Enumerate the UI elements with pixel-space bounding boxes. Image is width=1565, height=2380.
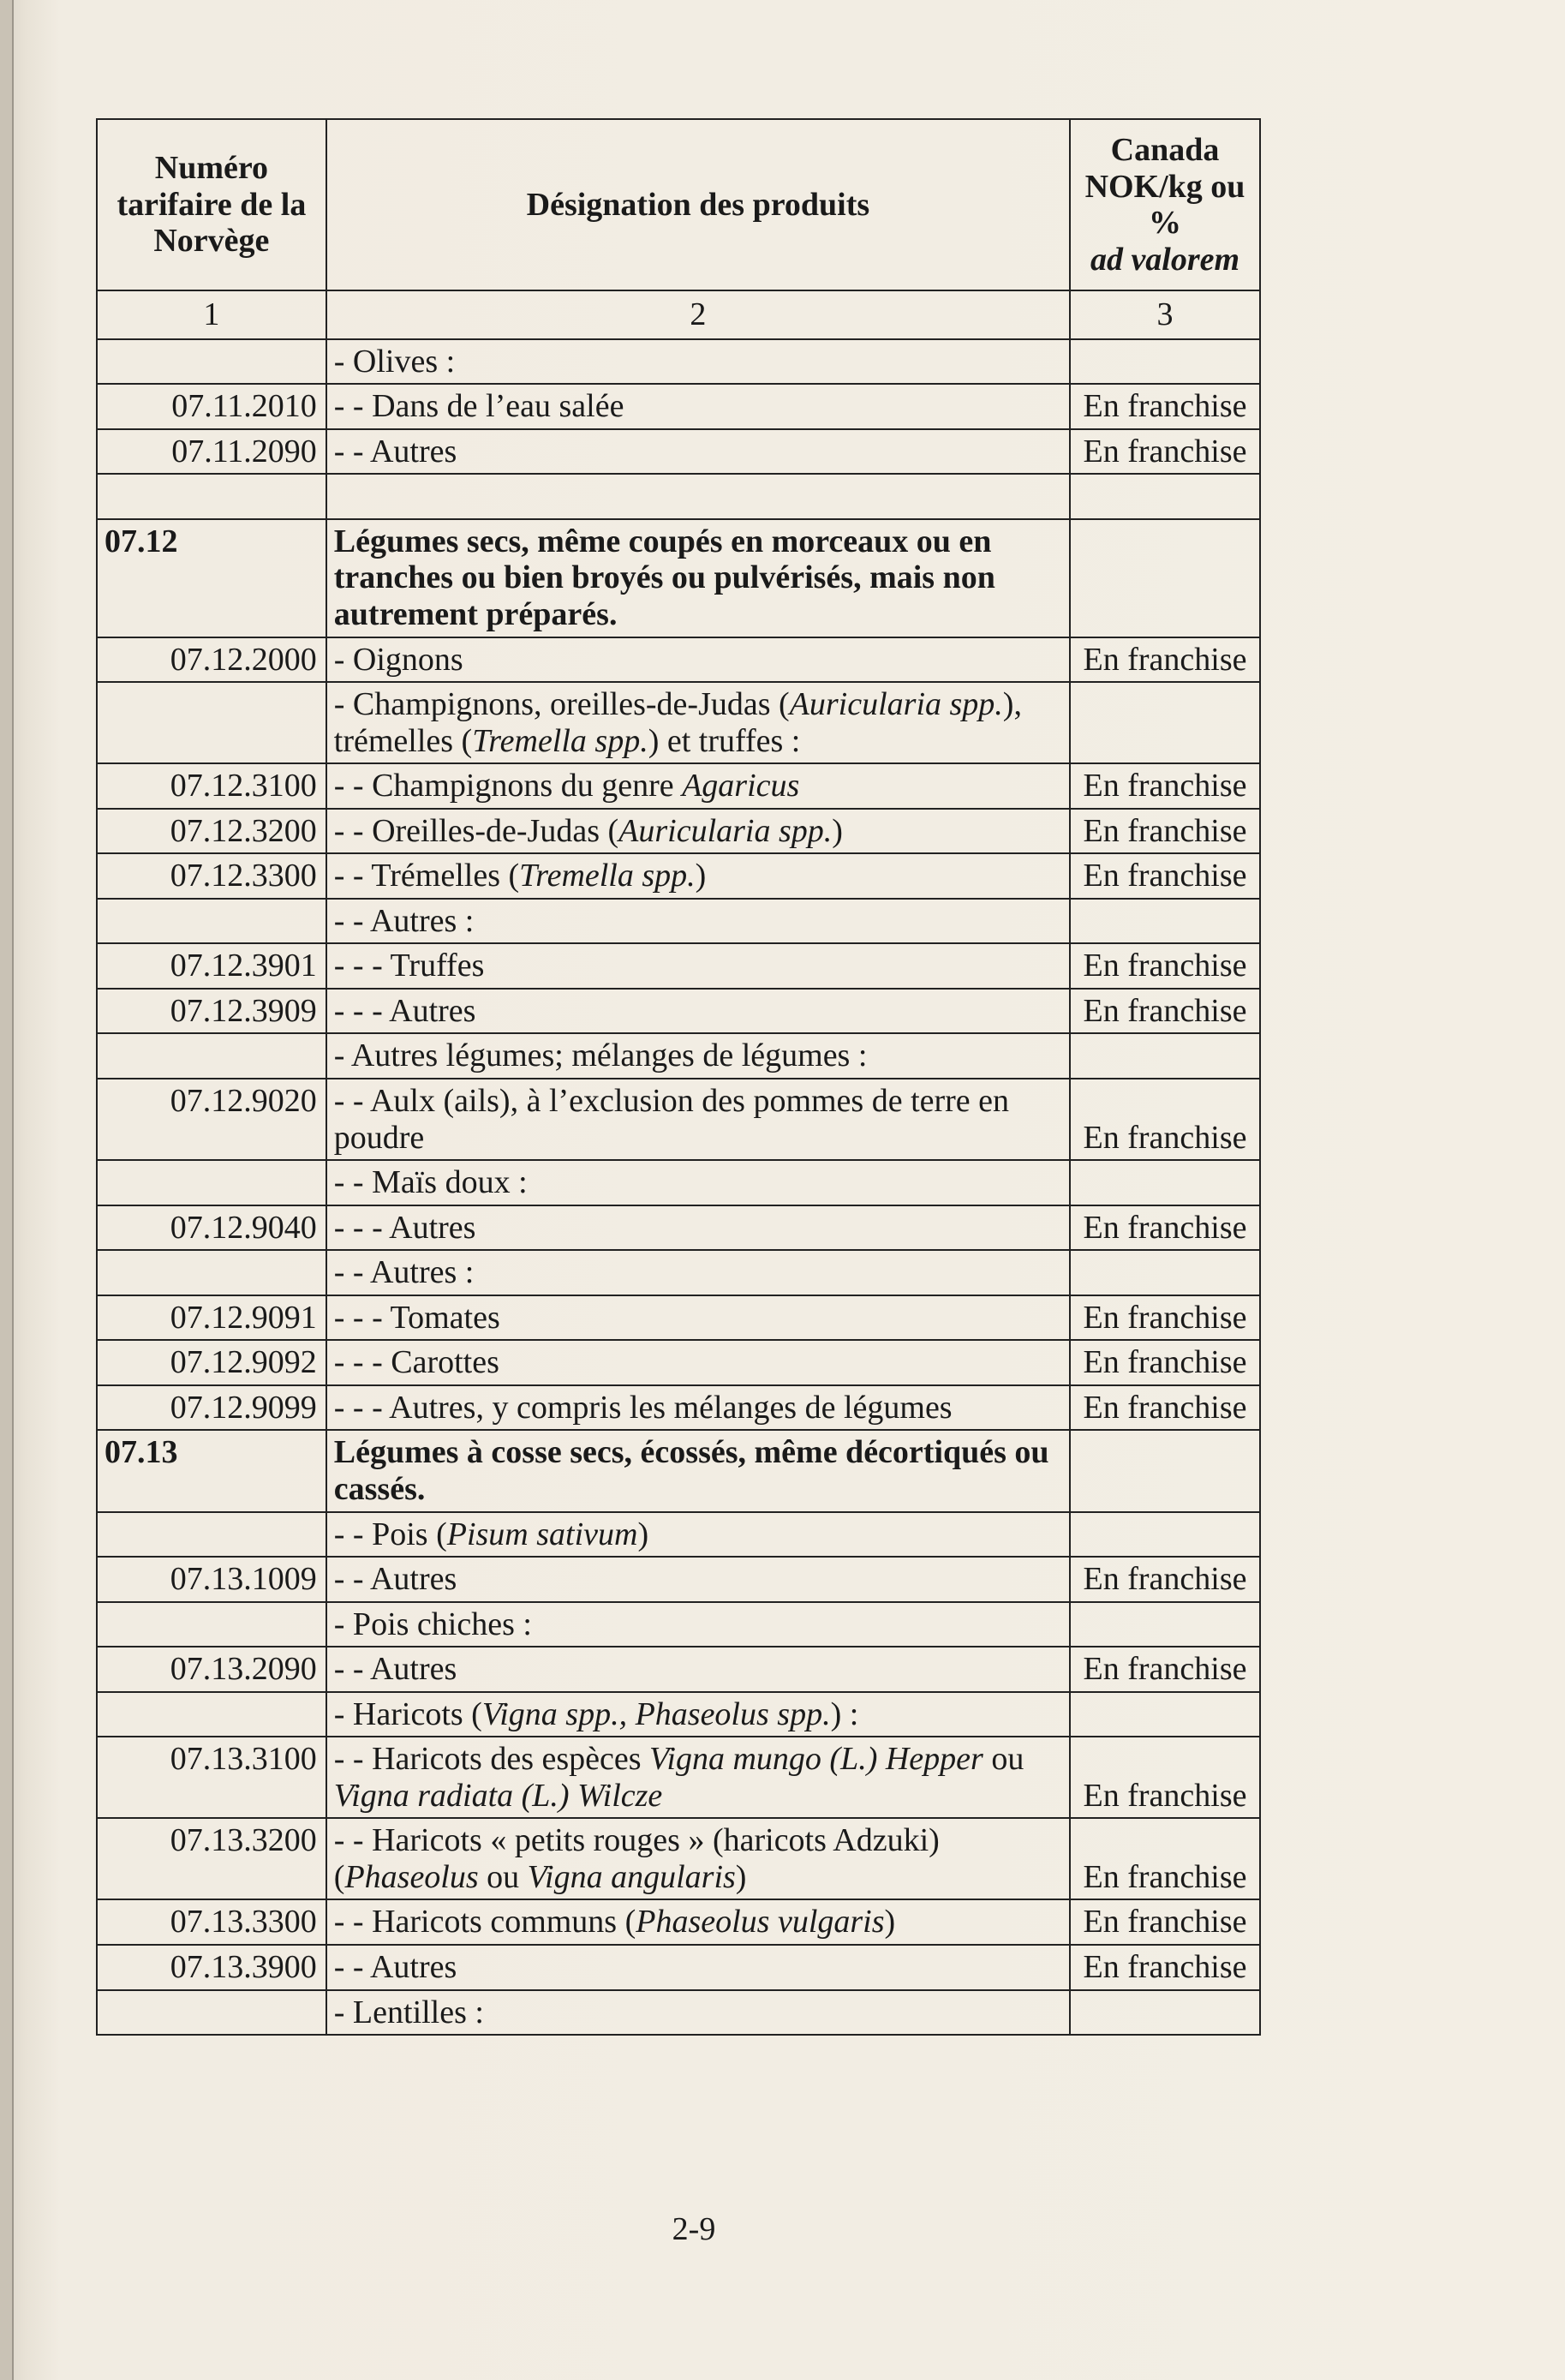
- tariff-code-cell: [97, 899, 326, 944]
- product-designation-cell: - - - Tomates: [326, 1295, 1070, 1341]
- product-designation-cell: [326, 853, 1070, 899]
- tariff-code-cell: 07.13.1009: [97, 1557, 326, 1602]
- canada-rate-cell: En franchise: [1070, 809, 1260, 854]
- table-row: [97, 1990, 1260, 2036]
- canada-rate-cell: [1070, 1250, 1260, 1295]
- scientific-name: Vigna spp., Phaseolus spp.: [481, 1695, 831, 1732]
- product-designation-cell: - - - Autres: [326, 989, 1070, 1034]
- canada-rate-cell: [1070, 1033, 1260, 1079]
- tariff-code-cell: 07.12.9020: [97, 1079, 326, 1160]
- designation-text: - - Champignons du genre: [333, 768, 683, 804]
- canada-rate-cell: En franchise: [1070, 1340, 1260, 1385]
- product-designation-cell: - Autres légumes; mélanges de légumes :: [326, 1033, 1070, 1079]
- product-designation-cell: - - Autres: [326, 1945, 1070, 1990]
- tariff-code-cell: [97, 474, 326, 519]
- tariff-code-cell: 07.11.2010: [97, 384, 326, 429]
- column-number-3: 3: [1070, 290, 1260, 339]
- tariff-code-cell: 07.12.3901: [97, 943, 326, 989]
- table-row: [97, 809, 1260, 854]
- product-designation-cell: [326, 474, 1070, 519]
- tariff-code-cell: 07.13.3900: [97, 1945, 326, 1990]
- designation-text: ): [832, 812, 843, 849]
- canada-rate-cell: [1070, 339, 1260, 385]
- product-designation-cell: [326, 1818, 1070, 1899]
- designation-text: ): [735, 1858, 747, 1895]
- scientific-name: Vigna radiata (L.) Wilcze: [333, 1777, 663, 1814]
- designation-text: ) et truffes :: [648, 722, 801, 759]
- product-designation-cell: - Pois chiches :: [326, 1602, 1070, 1647]
- product-designation-cell: Légumes secs, même coupés en morceaux ou en tranches ou bien broyés ou pulvérisés, mais non autrement préparés.: [326, 519, 1070, 637]
- table-row: [97, 1250, 1260, 1295]
- table-row: [97, 429, 1260, 475]
- product-designation-cell: - - Autres: [326, 429, 1070, 475]
- tariff-code-cell: 07.12.9099: [97, 1385, 326, 1431]
- designation-text: - - Oreilles-de-Judas (: [333, 812, 619, 849]
- product-designation-cell: - - Maïs doux :: [326, 1160, 1070, 1205]
- canada-rate-cell: En franchise: [1070, 1899, 1260, 1945]
- designation-text: ou: [983, 1741, 1024, 1778]
- page-binding-edge: [0, 0, 14, 2380]
- tariff-code-cell: 07.12.9091: [97, 1295, 326, 1341]
- designation-text: - Haricots (: [333, 1695, 482, 1732]
- product-designation-cell: - - Autres :: [326, 899, 1070, 944]
- tariff-code-cell: [97, 1160, 326, 1205]
- canada-rate-cell: En franchise: [1070, 763, 1260, 809]
- scientific-name: Tremella spp.: [519, 858, 696, 894]
- canada-rate-cell: [1070, 682, 1260, 763]
- product-designation-cell: [326, 763, 1070, 809]
- canada-rate-cell: En franchise: [1070, 1818, 1260, 1899]
- scientific-name: Vigna mungo (L.) Hepper: [649, 1741, 983, 1778]
- canada-rate-cell: [1070, 474, 1260, 519]
- product-designation-cell: [326, 1512, 1070, 1558]
- canada-rate-cell: En franchise: [1070, 989, 1260, 1034]
- product-designation-cell: [326, 1899, 1070, 1945]
- table-row: [97, 1818, 1260, 1899]
- table-row: [97, 1033, 1260, 1079]
- canada-rate-cell: En franchise: [1070, 384, 1260, 429]
- tariff-code-cell: [97, 339, 326, 385]
- designation-text: - - Trémelles (: [333, 858, 520, 894]
- canada-rate-cell: [1070, 1602, 1260, 1647]
- canada-rate-cell: En franchise: [1070, 1647, 1260, 1692]
- designation-text: - - Haricots communs (: [333, 1904, 636, 1940]
- column-number-2: 2: [326, 290, 1070, 339]
- scientific-name: Phaseolus: [344, 1858, 479, 1895]
- tariff-code-cell: [97, 1990, 326, 2036]
- designation-text: ) :: [830, 1695, 859, 1732]
- canada-rate-cell: En franchise: [1070, 429, 1260, 475]
- product-designation-cell: [326, 682, 1070, 763]
- table-row: [97, 1945, 1260, 1990]
- tariff-code-cell: 07.12.2000: [97, 637, 326, 683]
- designation-text: - - Pois (: [333, 1516, 447, 1552]
- product-designation-cell: - - - Carottes: [326, 1340, 1070, 1385]
- table-row: [97, 682, 1260, 763]
- tariff-code-cell: 07.13.3200: [97, 1818, 326, 1899]
- header-ad-valorem: ad valorem: [1090, 241, 1240, 278]
- table-row: [97, 1512, 1260, 1558]
- designation-text: - - Haricots « petits rouges » (haricots Adzuki) (: [333, 1822, 940, 1895]
- scientific-name: Agaricus: [682, 768, 800, 804]
- product-designation-cell: - Olives :: [326, 339, 1070, 385]
- scientific-name: Auricularia spp.: [618, 812, 833, 849]
- canada-rate-cell: [1070, 1990, 1260, 2036]
- table-row: [97, 1160, 1260, 1205]
- tariff-code-cell: [97, 1602, 326, 1647]
- column-number-row: [97, 290, 1260, 339]
- header-canada-rate-main: Canada NOK/kg ou %: [1084, 132, 1245, 242]
- scientific-name: Tremella spp.: [472, 722, 648, 759]
- canada-rate-cell: En franchise: [1070, 1295, 1260, 1341]
- tariff-table: [96, 118, 1261, 2036]
- table-row: [97, 339, 1260, 385]
- product-designation-cell: [326, 1737, 1070, 1818]
- canada-rate-cell: En franchise: [1070, 1737, 1260, 1818]
- canada-rate-cell: En franchise: [1070, 637, 1260, 683]
- product-designation-cell: - - Autres: [326, 1647, 1070, 1692]
- table-row: [97, 1079, 1260, 1160]
- designation-text: ou: [478, 1858, 528, 1895]
- tariff-code-cell: [97, 1692, 326, 1737]
- table-header-row: [97, 119, 1260, 290]
- table-row: [97, 474, 1260, 519]
- tariff-code-cell: 07.12.3200: [97, 809, 326, 854]
- table-body: [97, 339, 1260, 2035]
- table-row: [97, 1647, 1260, 1692]
- designation-text: ): [637, 1516, 649, 1552]
- canada-rate-cell: En franchise: [1070, 853, 1260, 899]
- designation-text: ): [695, 858, 707, 894]
- tariff-code-cell: 07.12: [97, 519, 326, 637]
- designation-text: - Champignons, oreilles-de-Judas (: [333, 686, 790, 723]
- product-designation-cell: - - Autres :: [326, 1250, 1070, 1295]
- canada-rate-cell: [1070, 1692, 1260, 1737]
- tariff-code-cell: 07.11.2090: [97, 429, 326, 475]
- canada-rate-cell: [1070, 899, 1260, 944]
- tariff-code-cell: 07.13: [97, 1430, 326, 1511]
- scientific-name: Auricularia spp.: [789, 686, 1003, 723]
- table-row: [97, 1899, 1260, 1945]
- table-row: [97, 1737, 1260, 1818]
- table-row: [97, 943, 1260, 989]
- tariff-code-cell: 07.12.3100: [97, 763, 326, 809]
- product-designation-cell: Légumes à cosse secs, écossés, même décortiqués ou cassés.: [326, 1430, 1070, 1511]
- tariff-code-cell: 07.13.2090: [97, 1647, 326, 1692]
- canada-rate-cell: [1070, 1160, 1260, 1205]
- canada-rate-cell: [1070, 1430, 1260, 1511]
- product-designation-cell: - - Dans de l’eau salée: [326, 384, 1070, 429]
- table-row: [97, 763, 1260, 809]
- tariff-code-cell: [97, 1512, 326, 1558]
- product-designation-cell: - - - Autres: [326, 1205, 1070, 1251]
- canada-rate-cell: En franchise: [1070, 943, 1260, 989]
- table-row: [97, 1430, 1260, 1511]
- table-row: [97, 384, 1260, 429]
- product-designation-cell: - - Aulx (ails), à l’exclusion des pommes de terre en poudre: [326, 1079, 1070, 1160]
- product-designation-cell: - Lentilles :: [326, 1990, 1070, 2036]
- header-product-designation: Désignation des produits: [326, 119, 1070, 290]
- tariff-code-cell: 07.12.9040: [97, 1205, 326, 1251]
- tariff-code-cell: [97, 682, 326, 763]
- product-designation-cell: - - - Autres, y compris les mélanges de légumes: [326, 1385, 1070, 1431]
- tariff-code-cell: 07.12.3909: [97, 989, 326, 1034]
- product-designation-cell: - - - Truffes: [326, 943, 1070, 989]
- product-designation-cell: - Oignons: [326, 637, 1070, 683]
- table-row: [97, 989, 1260, 1034]
- tariff-code-cell: [97, 1033, 326, 1079]
- table-row: [97, 519, 1260, 637]
- canada-rate-cell: En franchise: [1070, 1205, 1260, 1251]
- table-row: [97, 637, 1260, 683]
- header-canada-rate: [1070, 119, 1260, 290]
- tariff-code-cell: [97, 1250, 326, 1295]
- canada-rate-cell: [1070, 519, 1260, 637]
- column-number-1: 1: [97, 290, 326, 339]
- scientific-name: Pisum sativum: [446, 1516, 638, 1552]
- canada-rate-cell: En franchise: [1070, 1079, 1260, 1160]
- product-designation-cell: [326, 809, 1070, 854]
- table-row: [97, 1340, 1260, 1385]
- canada-rate-cell: En franchise: [1070, 1385, 1260, 1431]
- tariff-code-cell: 07.12.9092: [97, 1340, 326, 1385]
- table-row: [97, 899, 1260, 944]
- product-designation-cell: - - Autres: [326, 1557, 1070, 1602]
- canada-rate-cell: En franchise: [1070, 1945, 1260, 1990]
- table-row: [97, 1295, 1260, 1341]
- header-tariff-number: Numéro tarifaire de la Norvège: [97, 119, 326, 290]
- tariff-code-cell: 07.13.3100: [97, 1737, 326, 1818]
- canada-rate-cell: [1070, 1512, 1260, 1558]
- designation-text: ), trémelles (: [333, 686, 1022, 759]
- table-row: [97, 1602, 1260, 1647]
- scientific-name: Vigna angularis: [527, 1858, 736, 1895]
- canada-rate-cell: En franchise: [1070, 1557, 1260, 1602]
- tariff-code-cell: 07.13.3300: [97, 1899, 326, 1945]
- table-row: [97, 1205, 1260, 1251]
- product-designation-cell: [326, 1692, 1070, 1737]
- tariff-code-cell: 07.12.3300: [97, 853, 326, 899]
- table-row: [97, 1557, 1260, 1602]
- page-number: 2-9: [672, 2211, 716, 2247]
- designation-text: ): [884, 1904, 896, 1940]
- designation-text: - - Haricots des espèces: [333, 1741, 650, 1778]
- table-row: [97, 1692, 1260, 1737]
- table-row: [97, 853, 1260, 899]
- table-row: [97, 1385, 1260, 1431]
- scientific-name: Phaseolus vulgaris: [636, 1904, 885, 1940]
